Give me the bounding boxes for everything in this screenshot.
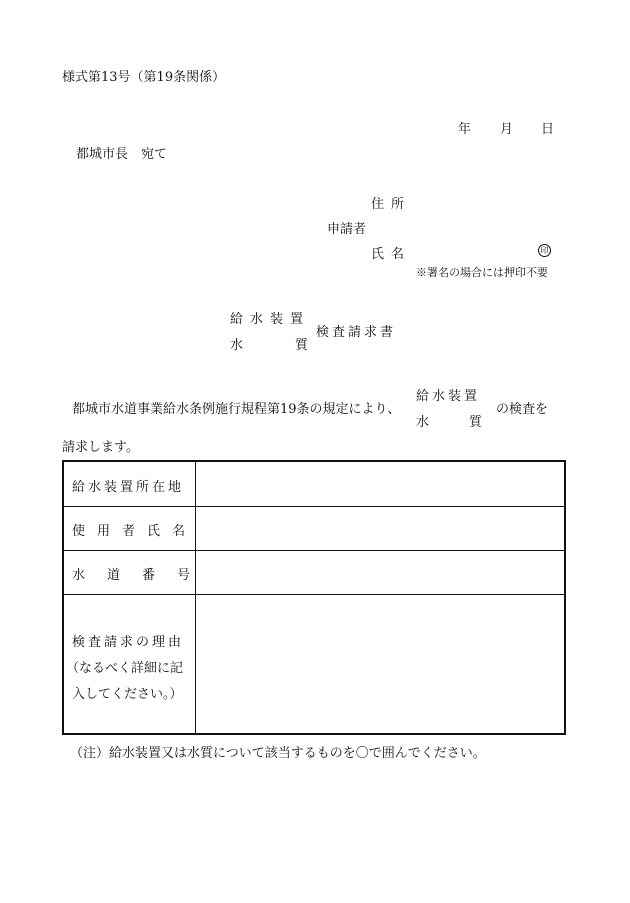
applicant-address-label: 住所: [371, 197, 412, 212]
date-day-label: 日: [541, 122, 555, 137]
addressee: 都城市長 宛て: [76, 147, 168, 162]
seal-note: ※署名の場合には押印不要: [416, 266, 548, 279]
location-label: 給水装置所在地: [72, 480, 185, 495]
title-option-water-supply: 給水装置: [230, 312, 311, 327]
statement-option-water-quality: 水質: [416, 415, 523, 430]
user-name-field[interactable]: [204, 520, 556, 536]
statement-lead: 都城市水道事業給水条例施行規程第19条の規定により、: [72, 402, 401, 417]
title-option-water-quality: 水質: [230, 338, 361, 353]
reason-label: [66, 630, 190, 708]
reason-label-line1: 検査請求の理由: [72, 635, 185, 650]
table-row-location: [64, 462, 564, 507]
form-number: 様式第13号（第19条関係）: [62, 70, 226, 85]
seal-mark: 印: [538, 244, 551, 257]
footnote: （注）給水装置又は水質について該当するものを〇で囲んでください。: [70, 746, 486, 761]
location-field[interactable]: [204, 476, 556, 492]
statement-option-water-supply: 給水装置: [416, 389, 481, 404]
statement-tail: の検査を: [496, 402, 549, 417]
table-row-water-number: [64, 550, 564, 595]
reason-label-line3: 入してください。）: [72, 687, 183, 702]
applicant-label: 申請者: [327, 222, 367, 237]
water-number-field[interactable]: [204, 564, 556, 580]
statement-continuation: 請求します。: [62, 440, 139, 455]
table-row-reason: [64, 594, 564, 733]
date-year-label: 年: [458, 122, 472, 137]
water-number-label: 水道番号: [72, 568, 213, 583]
date-month-label: 月: [500, 122, 514, 137]
title-suffix: 検査請求書: [316, 325, 397, 340]
request-form-table: [62, 460, 566, 735]
reason-field[interactable]: [204, 604, 556, 722]
table-row-user-name: [64, 506, 564, 551]
reason-label-line2: （なるべく詳細に記: [66, 661, 184, 676]
user-name-label: 使用者氏名: [72, 524, 198, 539]
applicant-name-label: 氏名: [371, 247, 412, 262]
